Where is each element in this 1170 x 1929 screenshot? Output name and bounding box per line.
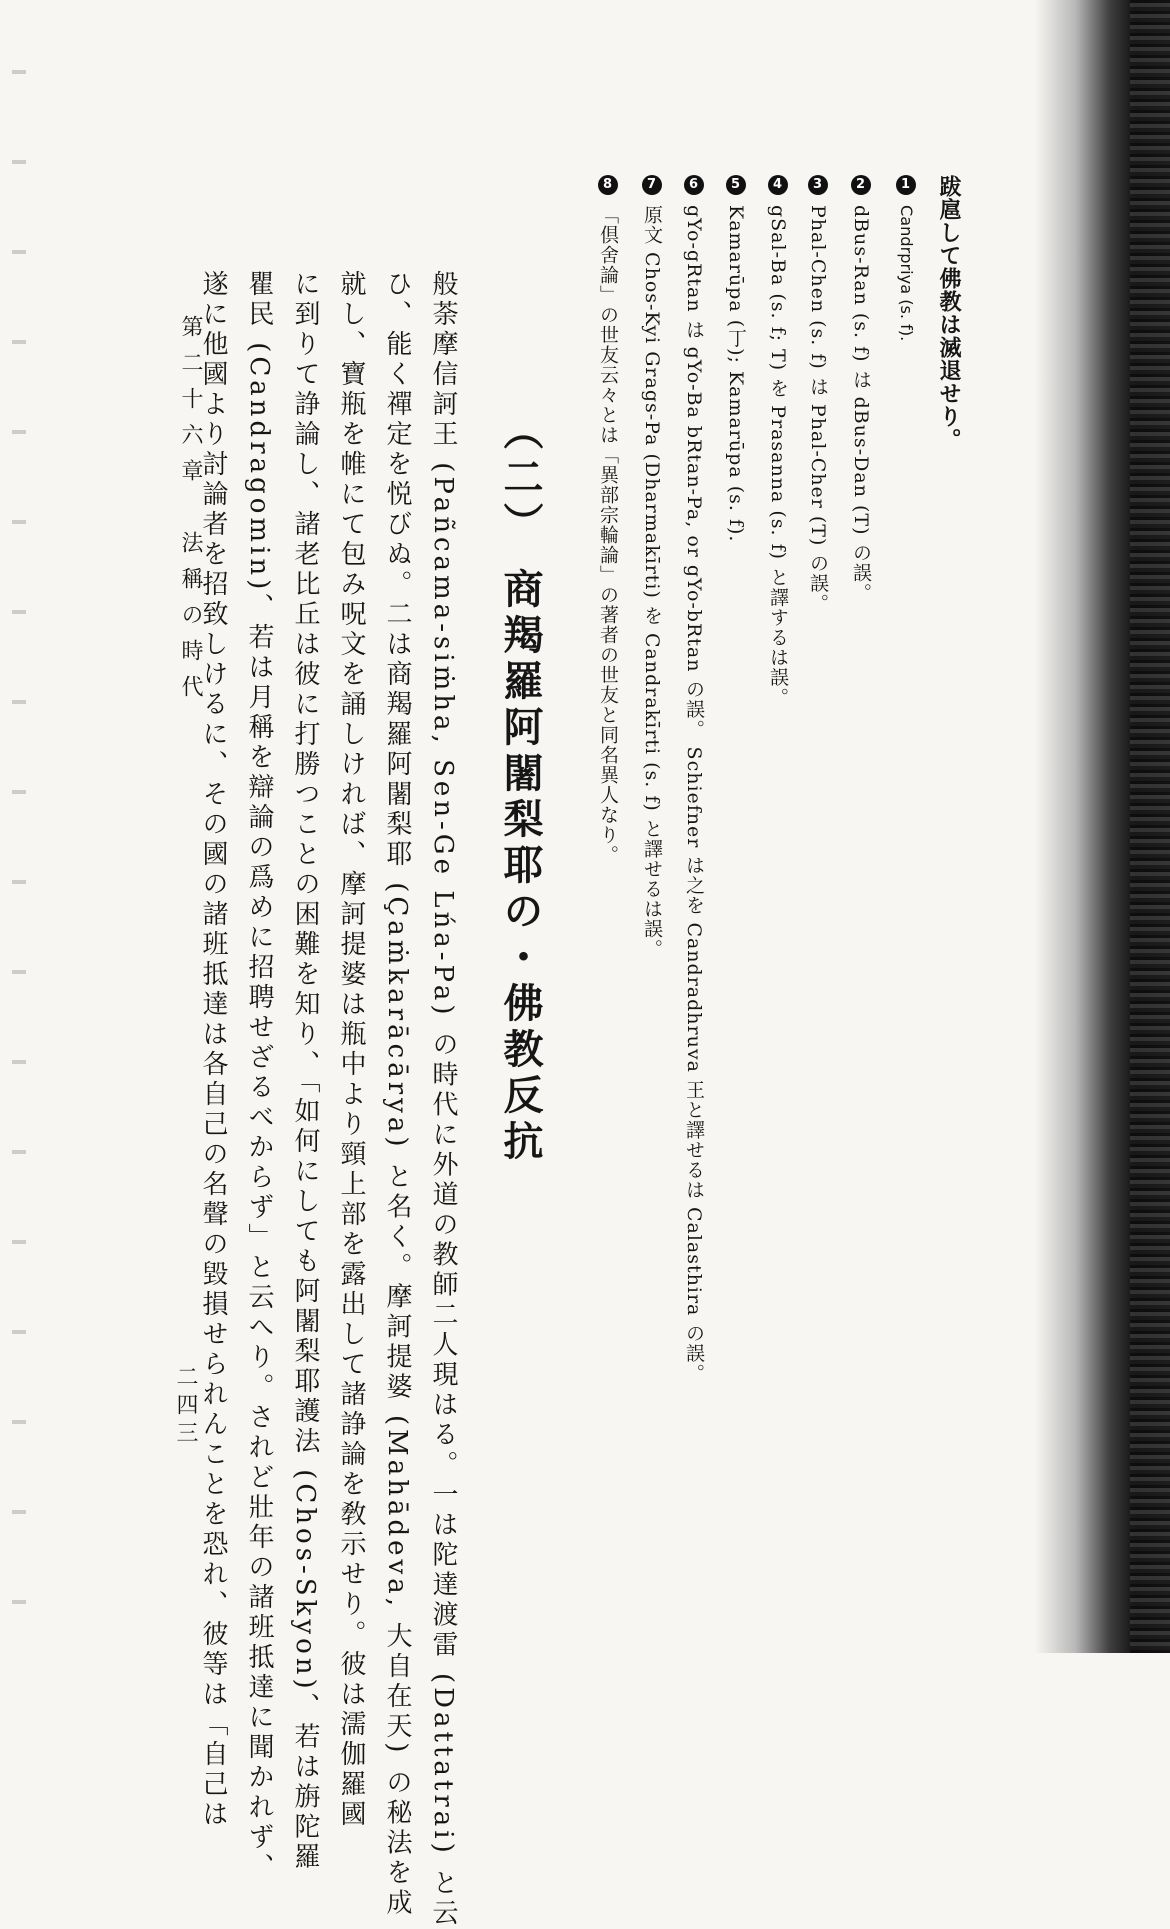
note-intro: 跋扈して佛教は滅退せり。: [936, 175, 962, 451]
note-item-2: [851, 175, 871, 603]
note-number: 8: [598, 175, 618, 195]
note-item-1: [896, 175, 916, 341]
section-number: （二）: [497, 410, 544, 548]
note-number: 5: [726, 175, 746, 195]
note-text: Phal-Chen (s. f) は Phal-Cher (T) の誤。: [807, 205, 829, 614]
note-item-3: [808, 175, 828, 613]
body-line-1: 般荼摩信訶王 (Pañcama-siṁha, Sen-Ge Lńa-Pa) の時代に外道の教師二人現はる。一は陀達渡雷 (Dattatrai) と云: [428, 270, 458, 1929]
note-number: 3: [808, 175, 828, 195]
page-number: 二四三: [173, 1365, 198, 1449]
body-line-3: 就し、寶瓶を帷にて包み呪文を誦しければ、摩訶提婆は瓶中より頸上部を露出して諸諍論を敎示せり。彼は濡伽羅國: [336, 270, 366, 1830]
note-text: Candrpriya (s. f).: [897, 205, 916, 342]
note-number: 1: [896, 175, 916, 195]
body-line-5: 瞿民 (Candragomin)、若は月稱を辯論の爲めに招聘せざるべからず」と云へり。されど壯年の諸班抵達に聞かれず、: [244, 270, 274, 1884]
body-line-4: に到りて諍論し、諸老比丘は彼に打勝つことの困難を知り、「如何にしても阿闍梨耶護法 (Chos-Skyon)、若は旃陀羅: [290, 270, 320, 1873]
note-number: 4: [768, 175, 788, 195]
note-text: gSal-Ba (s. f; T) を Prasanna (s. f) と譯するは誤。: [767, 205, 789, 708]
section-heading: [497, 410, 544, 1166]
note-number: 7: [642, 175, 662, 195]
section-title: 商羯羅阿闍梨耶の・佛教反抗: [497, 567, 544, 1166]
note-item-4: [768, 175, 788, 707]
note-item-5: [726, 175, 746, 542]
body-line-2: ひ、能く禪定を悦びぬ。二は商羯羅阿闍梨耶 (Çaṁkarācārya) と名く。摩訶提婆 (Mahādeva, 大自在天) の秘法を成: [382, 270, 412, 1919]
scan-gutter-marks: [12, 30, 26, 1630]
scan-binding-shadow: [1035, 0, 1170, 1653]
note-text: gYo-gRtan は gYo-Ba bRtan-Pa, or gYo-bRtan の誤。 Schiefner は之を Candradhruva 王と譯せるは Calasthira の誤。: [683, 205, 705, 1384]
note-number: 2: [851, 175, 871, 195]
running-head: 第二十六章 法稱の時代: [178, 315, 203, 711]
note-text: 「倶舍論」の世友云々とは「異部宗輪論」の著者の世友と同名異人なり。: [597, 205, 619, 865]
body-line-6: 遂に他國より討論者を招致しけるに、その國の諸班抵達は各自己の名聲の毀損せられんことを恐れ、彼等は「自己は: [198, 270, 228, 1830]
note-item-6: [684, 175, 704, 1383]
note-text: 原文 Chos-Kyi Grags-Pa (Dharmakīrti) を Candrakīrti (s. f) と譯せるは誤。: [641, 205, 663, 959]
note-text: dBus-Ran (s. f) は dBus-Dan (T) の誤。: [850, 205, 872, 603]
note-number: 6: [684, 175, 704, 195]
note-text: Kamarūpa (丁); Kamarūpa (s. f).: [725, 205, 747, 543]
note-item-8: [598, 175, 618, 865]
note-item-7: [642, 175, 662, 959]
